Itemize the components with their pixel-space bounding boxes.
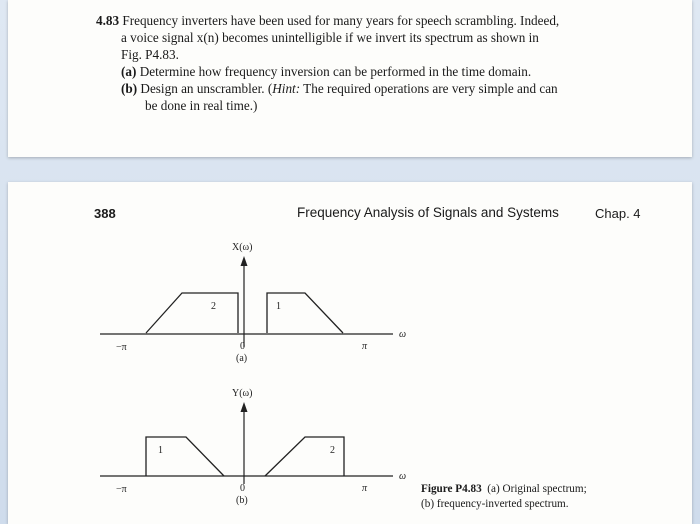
plot-b-band-left xyxy=(146,437,224,476)
caption-line-1 xyxy=(421,482,587,497)
running-title: Frequency Analysis of Signals and Systems xyxy=(297,205,559,220)
plot-a-band-right xyxy=(267,293,343,333)
plot-b-region-left-label: 1 xyxy=(158,445,163,456)
page-number: 388 xyxy=(94,206,116,221)
part-a-label: (a) xyxy=(121,64,137,79)
figure-caption xyxy=(421,482,587,512)
plot-b xyxy=(100,388,406,506)
plot-a-region-left-label: 2 xyxy=(211,301,216,312)
plot-a-x-label: ω xyxy=(399,329,407,340)
plot-b-x-label: ω xyxy=(399,471,407,482)
plot-b-y-label: Y(ω) xyxy=(232,388,253,399)
plot-a-band-left xyxy=(146,293,238,333)
figure-page xyxy=(8,182,692,524)
plot-b-tick-zero: 0 xyxy=(240,483,245,494)
part-a-text: Determine how frequency inversion can be performed in the time domain. xyxy=(139,64,532,79)
problem-line-3: Fig. P4.83. xyxy=(121,47,179,62)
problem-page xyxy=(8,0,692,157)
problem-number: 4.83 xyxy=(96,13,120,28)
part-b-text-pre: Design an unscrambler. ( xyxy=(140,81,273,96)
plot-b-band-right xyxy=(265,437,344,476)
chapter-label: Chap. 4 xyxy=(595,206,641,221)
problem-part-b xyxy=(121,81,558,97)
part-b-text-post: The required operations are very simple and can xyxy=(300,81,558,96)
problem-text-line-1: Frequency inverters have been used for many years for speech scrambling. Indeed, xyxy=(122,13,560,28)
plot-b-tick-left: −π xyxy=(116,484,127,495)
plot-a-tick-zero: 0 xyxy=(240,341,245,352)
plot-a-sublabel: (a) xyxy=(236,353,248,364)
problem-part-b-line-2: be done in real time.) xyxy=(145,98,258,113)
plot-a-region-right-label: 1 xyxy=(276,301,281,312)
caption-text-2: (b) frequency-inverted spectrum. xyxy=(421,498,569,510)
plot-a-y-arrow xyxy=(241,256,248,266)
plot-a-tick-left: −π xyxy=(116,342,127,353)
part-b-hint: Hint: xyxy=(272,81,301,96)
problem-part-a xyxy=(121,64,531,80)
plot-b-sublabel: (b) xyxy=(236,495,248,506)
caption-text-1: (a) Original spectrum; xyxy=(487,483,587,495)
plot-b-y-arrow xyxy=(241,402,248,412)
part-b-label: (b) xyxy=(121,81,138,96)
problem-line-1 xyxy=(96,13,559,29)
plot-a-y-label: X(ω) xyxy=(232,242,253,253)
problem-line-2: a voice signal x(n) becomes unintelligible if we invert its spectrum as shown in xyxy=(121,30,539,45)
caption-label: Figure P4.83 xyxy=(421,483,482,495)
plot-b-tick-right: π xyxy=(362,483,368,494)
plot-b-region-right-label: 2 xyxy=(330,445,335,456)
plot-a-tick-right: π xyxy=(362,341,368,352)
figure-p4-83 xyxy=(8,182,692,524)
plot-a xyxy=(100,242,406,364)
